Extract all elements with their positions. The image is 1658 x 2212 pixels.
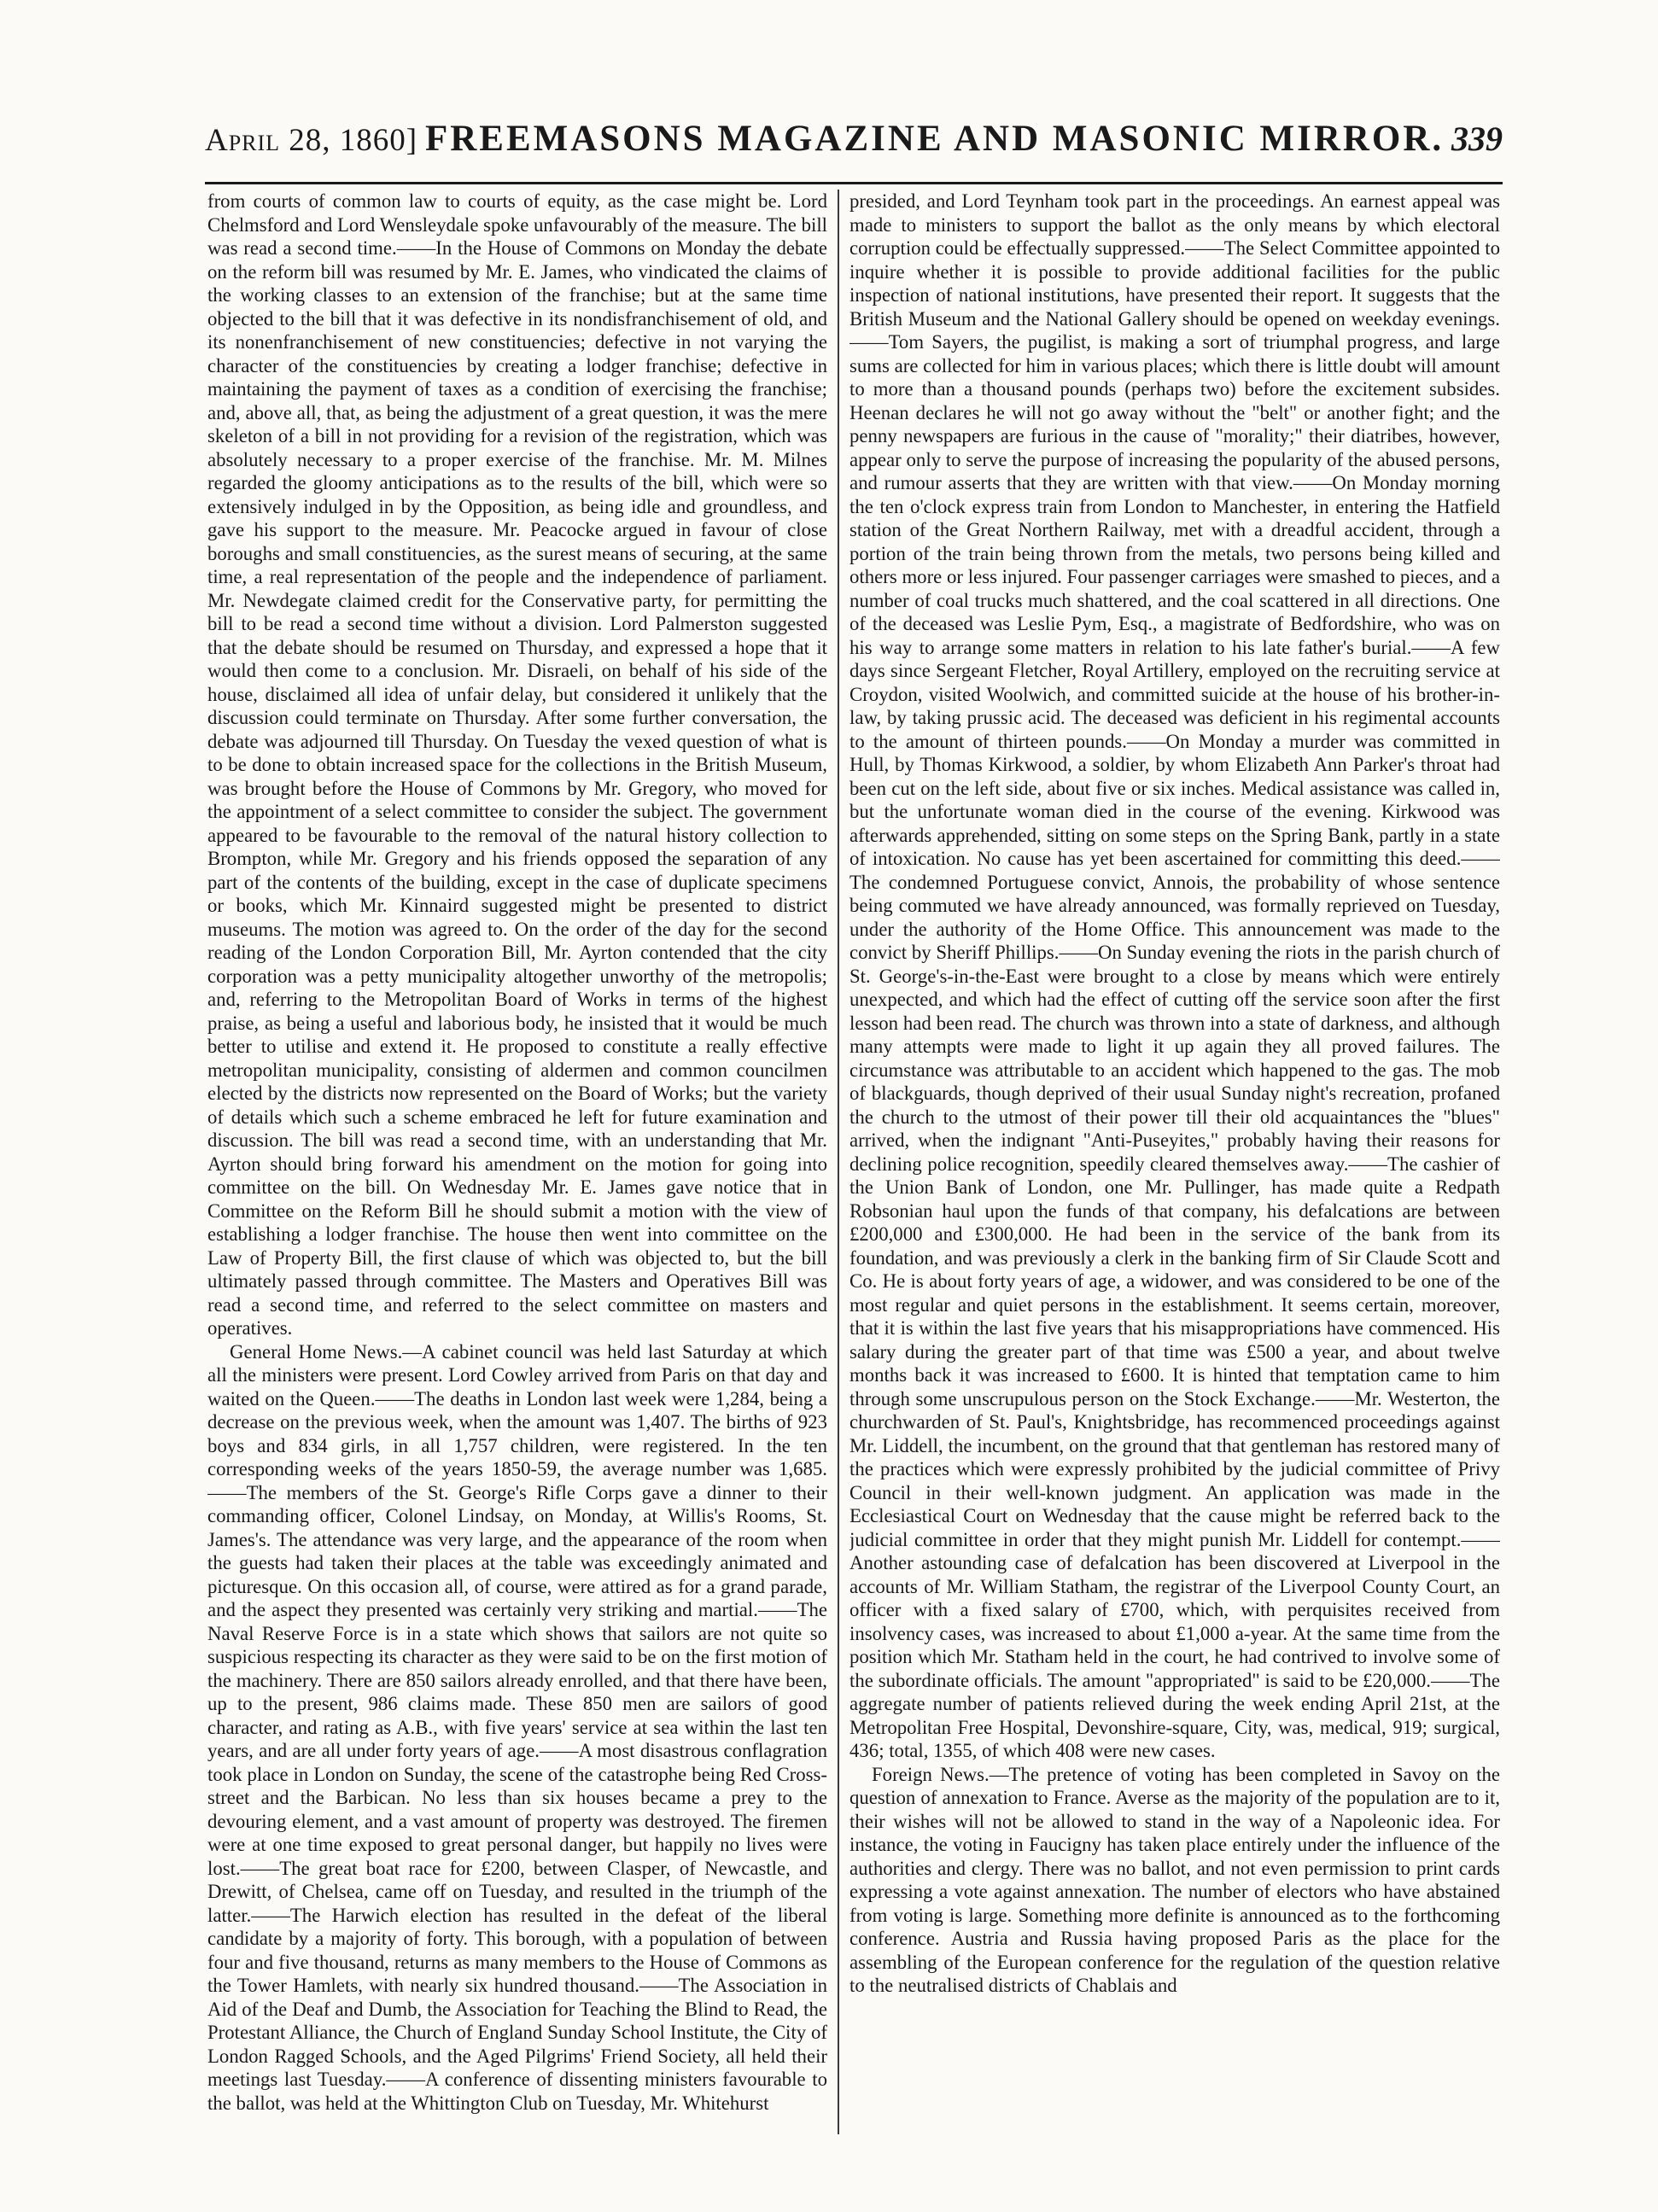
- article-paragraph: presided, and Lord Teynham took part in the proceedings. An earnest appeal was made to ministers to support the ballot as the only means by which electoral corruption could be effectually suppressed.——The Select Committee appointed to inquire whether it is possible to provide additional facilities for the public inspection of national institutions, have presented their report. It suggests that the British Museum and the National Gallery should be opened on weekday evenings.——Tom Sayers, the pugilist, is making a sort of triumphal progress, and large sums are collected for him in various places; which there is little doubt will amount to more than a thousand pounds (perhaps two) before the excitement subsides. Heenan declares he will not go away without the "belt" or another fight; and the penny newspapers are furious in the cause of "morality;" their diatribes, however, appear only to serve the purpose of increasing the popularity of the abused persons, and rumour asserts that they are written with that view.——On Monday morning the ten o'clock express train from London to Manchester, in entering the Hatfield station of the Great Northern Railway, met with a dreadful accident, through a portion of the train being thrown from the metals, two persons being killed and others more or less injured. Four passenger carriages were smashed to pieces, and a number of coal trucks much shattered, and the coal scattered in all directions. One of the deceased was Leslie Pym, Esq., a magistrate of Bedfordshire, who was on his way to arrange some matters in relation to his late father's burial.——A few days since Sergeant Fletcher, Royal Artillery, employed on the recruiting service at Croydon, visited Woolwich, and committed suicide at the house of his brother-in-law, by taking prussic acid. The deceased was deficient in his regimental accounts to the amount of thirteen pounds.——On Monday a murder was committed in Hull, by Thomas Kirkwood, a soldier, by whom Elizabeth Ann Parker's throat had been cut on the left side, about five or six inches. Medical assistance was called in, but the unfortunate woman died in the course of the evening. Kirkwood was afterwards apprehended, sitting on some steps on the Spring Bank, partly in a state of intoxication. No cause has yet been ascertained for committing this deed.——The condemned Portuguese convict, Annois, the probability of whose sentence being commuted we have already announced, was formally reprieved on Tuesday, under the authority of the Home Office. This announcement was made to the convict by Sheriff Phillips.——On Sunday evening the riots in the parish church of St. George's-in-the-East were brought to a close by means which were entirely unexpected, and which had the effect of cutting off the service soon after the first lesson had been read. The church was thrown into a state of darkness, and although many attempts were made to light it up again they all proved failures. The circumstance was attributable to an accident which happened to the gas. The mob of blackguards, though deprived of their usual Sunday night's recreation, profaned the church to the utmost of their power till their old acquaintances the "blues" arrived, when the indignant "Anti-Puseyites," probably having their reasons for declining police recognition, speedily cleared themselves away.——The cashier of the Union Bank of London, one Mr. Pullinger, has made quite a Redpath Robsonian haul upon the funds of that company, his defalcations are between £200,000 and £300,000. He had been in the service of the bank from its foundation, and was previously a clerk in the banking firm of Sir Claude Scott and Co. He is about forty years of age, a widower, and was considered to be one of the most regular and quiet persons in the establishment. It seems certain, moreover, that it is within the last five years that his misappropriations have commenced. His salary during the greater part of that time was £500 a year, and about twelve months back it was increased to £600. It is hinted that temptation came to him through some unscrupulous person on the Stock Exchange.——Mr. Westerton, the churchwarden of St. Paul's, Knightsbridge, has recommenced proceedings against Mr. Liddell, the incumbent, on the ground that that gentleman has restored many of the practices which were expressly prohibited by the judicial committee of Privy Council in their well-known judgment. An application was made in the Ecclesiastical Court on Wednesday that the cause might be referred back to the judicial committee in order that they might punish Mr. Liddell for contempt.——Another astounding case of defalcation has been discovered at Liverpool in the accounts of Mr. William Statham, the registrar of the Liverpool County Court, an officer with a fixed salary of £700, which, with perquisites received from insolvency cases, was increased to about £1,000 a-year. At the same time from the position which Mr. Statham held in the court, he had contrived to involve some of the subordinate officials. The amount "appropriated" is said to be £20,000.——The aggregate number of patients relieved during the week ending April 21st, at the Metropolitan Free Hospital, Devonshire-square, City, was, medical, 919; surgical, 436; total, 1355, of which 408 were new cases.: [849, 190, 1500, 1761]
- article-paragraph: from courts of common law to courts of equity, as the case might be. Lord Chelmsford and Lord Wensleydale spoke unfavourably of the measure. The bill was read a second time.——In the House of Commons on Monday the debate on the reform bill was resumed by Mr. E. James, who vindicated the claims of the working classes to an extension of the franchise; but at the same time objected to the bill that it was defective in its nondisfranchisement of old, and its nonenfranchisement of new constituencies; defective in not varying the character of the constituencies by creating a lodger franchise; defective in maintaining the payment of taxes as a condition of exercising the franchise; and, above all, that, as being the adjustment of a great question, it was the mere skeleton of a bill in not providing for a revision of the registration, which was absolutely necessary to a proper exercise of the franchise. Mr. M. Milnes regarded the gloomy anticipations as to the results of the bill, which were so extensively indulged in by the Opposition, as being idle and groundless, and gave his support to the measure. Mr. Peacocke argued in favour of close boroughs and small constituencies, as the surest means of securing, at the same time, a real representation of the people and the independence of parliament. Mr. Newdegate claimed credit for the Conservative party, for permitting the bill to be read a second time without a division. Lord Palmerston suggested that the debate should be resumed on Thursday, and expressed a hope that it would then come to a conclusion. Mr. Disraeli, on behalf of his side of the house, disclaimed all idea of unfair delay, but considered it unlikely that the discussion could terminate on Thursday. After some further conversation, the debate was adjourned till Thursday. On Tuesday the vexed question of what is to be done to obtain increased space for the collections in the British Museum, was brought before the House of Commons by Mr. Gregory, who moved for the appointment of a select committee to consider the subject. The government appeared to be favourable to the removal of the natural history collection to Brompton, while Mr. Gregory and his friends opposed the separation of any part of the contents of the building, except in the case of duplicate specimens or books, which Mr. Kinnaird suggested might be presented to district museums. The motion was agreed to. On the order of the day for the second reading of the London Corporation Bill, Mr. Ayrton contended that the city corporation was a petty municipality altogether unworthy of the metropolis; and, referring to the Metropolitan Board of Works in terms of the highest praise, as being a useful and laborious body, he insisted that it would be much better to utilise and extend it. He proposed to constitute a really effective metropolitan municipality, consisting of aldermen and common councilmen elected by the districts now represented on the Board of Works; but the variety of details which such a scheme embraced he left for future examination and discussion. The bill was read a second time, with an understanding that Mr. Ayrton should bring forward his amendment on the motion for going into committee on the bill. On Wednesday Mr. E. James gave notice that in Committee on the Reform Bill he should submit a motion with the view of establishing a lodger franchise. The house then went into committee on the Law of Property Bill, the first clause of which was objected to, but the bill ultimately passed through committee. The Masters and Operatives Bill was read a second time, and referred to the select committee on masters and operatives.: [207, 190, 827, 1339]
- header-rule: [205, 182, 1503, 184]
- issue-date: April 28, 1860]: [205, 123, 418, 158]
- article-paragraph: Foreign News.—The pretence of voting has been completed in Savoy on the question of annexation to France. Averse as the majority of the population are to it, their wishes will not be allowed to stand in the way of a Napoleonic idea. For instance, the voting in Faucigny has taken place entirely under the influence of the authorities and clergy. There was no ballot, and not even permission to print cards expressing a vote against annexation. The number of electors who have abstained from voting is large. Something more definite is announced as to the forthcoming conference. Austria and Russia having proposed Paris as the place for the assembling of the European conference for the regulation of the question relative to the neutralised districts of Chablais and: [849, 1763, 1500, 1996]
- left-column: [207, 190, 827, 2136]
- page-header: [205, 118, 1503, 178]
- column-divider: [838, 190, 839, 2134]
- publication-title: FREEMASONS MAGAZINE AND MASONIC MIRROR.: [424, 119, 1445, 159]
- page-number: 339: [1451, 120, 1503, 158]
- article-paragraph: General Home News.—A cabinet council was held last Saturday at which all the ministers were present. Lord Cowley arrived from Paris on that day and waited on the Queen.——The deaths in London last week were 1,284, being a decrease on the previous week, when the amount was 1,407. The births of 923 boys and 834 girls, in all 1,757 children, were registered. In the ten corresponding weeks of the years 1850-59, the average number was 1,685.——The members of the St. George's Rifle Corps gave a dinner to their commanding officer, Colonel Lindsay, on Monday, at Willis's Rooms, St. James's. The attendance was very large, and the appearance of the room when the guests had taken their places at the table was exceedingly animated and picturesque. On this occasion all, of course, were attired as for a grand parade, and the aspect they presented was certainly very striking and martial.——The Naval Reserve Force is in a state which shows that sailors are not quite so suspicious respecting its character as they were said to be on the first motion of the machinery. There are 850 sailors already enrolled, and that there have been, up to the present, 986 claims made. These 850 men are sailors of good character, and rating as A.B., with five years' service at sea within the last ten years, and are all under forty years of age.——A most disastrous conflagration took place in London on Sunday, the scene of the catastrophe being Red Cross-street and the Barbican. No less than six houses became a prey to the devouring element, and a vast amount of property was destroyed. The firemen were at one time exposed to great personal danger, but happily no lives were lost.——The great boat race for £200, between Clasper, of Newcastle, and Drewitt, of Chelsea, came off on Tuesday, and resulted in the triumph of the latter.——The Harwich election has resulted in the defeat of the liberal candidate by a majority of forty. This borough, with a population of between four and five thousand, returns as many members to the House of Commons as the Tower Hamlets, with nearly six hundred thousand.——The Association in Aid of the Deaf and Dumb, the Association for Teaching the Blind to Read, the Protestant Alliance, the Church of England Sunday School Institute, the City of London Ragged Schools, and the Aged Pilgrims' Friend Society, all held their meetings last Tuesday.——A conference of dissenting ministers favourable to the ballot, was held at the Whittington Club on Tuesday, Mr. Whitehurst: [207, 1340, 827, 2114]
- right-column: [849, 190, 1500, 2136]
